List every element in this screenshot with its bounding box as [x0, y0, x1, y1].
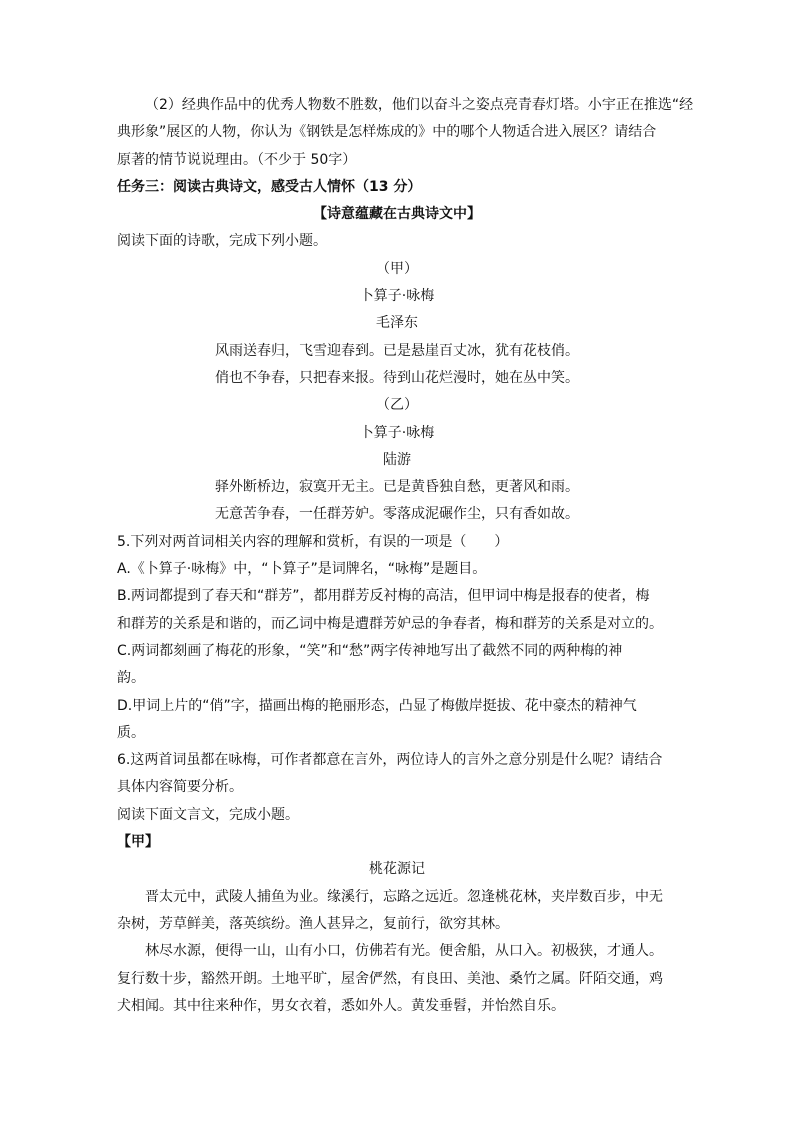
poem-jia-line: 风雨送春归，飞雪迎春到。已是悬崖百丈冰，犹有花枝俏。 — [215, 342, 579, 359]
question-6-line: 具体内容简要分析。 — [117, 779, 243, 796]
option-d: D.甲词上片的“俏”字，描画出梅的艳丽形态，凸显了梅傲岸挺拔、花中豪杰的精神气 — [117, 697, 637, 714]
poem-yi-title: 卜算子·咏梅 — [359, 424, 435, 441]
poem-yi-author: 陆游 — [383, 451, 411, 468]
poem-jia — [117, 256, 677, 392]
question-6 — [117, 747, 677, 802]
option-b-cont: 和群芳的关系是和谐的，而乙词中梅是遭群芳妒忌的争春者，梅和群芳的关系是对立的。 — [117, 615, 663, 632]
poem-jia-line: 俏也不争春，只把春来报。待到山花烂漫时，她在丛中笑。 — [215, 369, 579, 386]
classical-paragraph-line: 林尽水源，便得一山，山有小口，仿佛若有光。便舍船，从口入。初极狭，才通人。 — [145, 943, 663, 960]
classical-title: 桃花源记 — [369, 861, 425, 878]
classical-marker: 【甲】 — [117, 834, 159, 851]
option-d-cont: 质。 — [117, 724, 145, 741]
question-2-line: 原著的情节说说理由。（不少于 50字） — [117, 151, 357, 168]
poem-yi-line: 驿外断桥边，寂寞开无主。已是黄昏独自愁，更著风和雨。 — [215, 479, 579, 496]
document-page — [117, 92, 694, 1020]
classical-paragraph-line: 犬相闻。其中往来种作，男女衣着，悉如外人。黄发垂髫，并怡然自乐。 — [117, 997, 565, 1014]
question-2-line: 典形象”展区的人物，你认为《钢铁是怎样炼成的》中的哪个人物适合进入展区？请结合 — [117, 124, 657, 141]
classical-section — [117, 802, 677, 1020]
question-2-line: （2）经典作品中的优秀人物数不胜数，他们以奋斗之姿点亮青春灯塔。小宇正在推选“经 — [145, 97, 694, 113]
option-c: C.两词都刻画了梅花的形象，“笑”和“愁”两字传神地写出了截然不同的两种梅的神 — [117, 642, 623, 659]
classical-paragraph-line: 杂树，芳草鲜美，落英缤纷。渔人甚异之，复前行，欲穷其林。 — [117, 915, 509, 932]
classical-paragraph-line: 复行数十步，豁然开朗。土地平旷，屋舍俨然，有良田、美池、桑竹之属。阡陌交通，鸡 — [117, 970, 663, 987]
poem-instructions: 阅读下面的诗歌，完成下列小题。 — [117, 233, 327, 250]
task-3-subtitle: 【诗意蕴藏在古典诗文中】 — [313, 206, 481, 223]
poem-yi-marker: （乙） — [376, 397, 418, 414]
question-5-stem: 5.下列对两首词相关内容的理解和赏析，有误的一项是（ ） — [117, 533, 509, 550]
task-3-title: 任务三：阅读古典诗文，感受古人情怀（13 分） — [117, 178, 422, 195]
question-5 — [117, 529, 677, 747]
poem-jia-title: 卜算子·咏梅 — [359, 288, 435, 305]
classical-paragraph-line: 晋太元中，武陵人捕鱼为业。缘溪行，忘路之远近。忽逢桃花林，夹岸数百步，中无 — [145, 888, 663, 905]
poem-jia-marker: （甲） — [376, 260, 418, 277]
option-a: A.《卜算子·咏梅》中，“卜算子”是词牌名，“咏梅”是题目。 — [117, 561, 487, 578]
option-c-cont: 韵。 — [117, 670, 145, 687]
option-b: B.两词都提到了春天和“群芳”，都用群芳反衬梅的高洁，但甲词中梅是报春的使者，梅 — [117, 588, 650, 605]
poem-yi-line: 无意苦争春，一任群芳妒。零落成泥碾作尘，只有香如故。 — [215, 506, 579, 523]
poem-jia-author: 毛泽东 — [376, 315, 418, 332]
poem-yi — [117, 392, 677, 528]
question-2 — [117, 92, 694, 174]
question-6-line: 6.这两首词虽都在咏梅，可作者都意在言外，两位诗人的言外之意分别是什么呢？请结合 — [117, 752, 663, 769]
classical-instructions: 阅读下面文言文，完成小题。 — [117, 806, 299, 823]
